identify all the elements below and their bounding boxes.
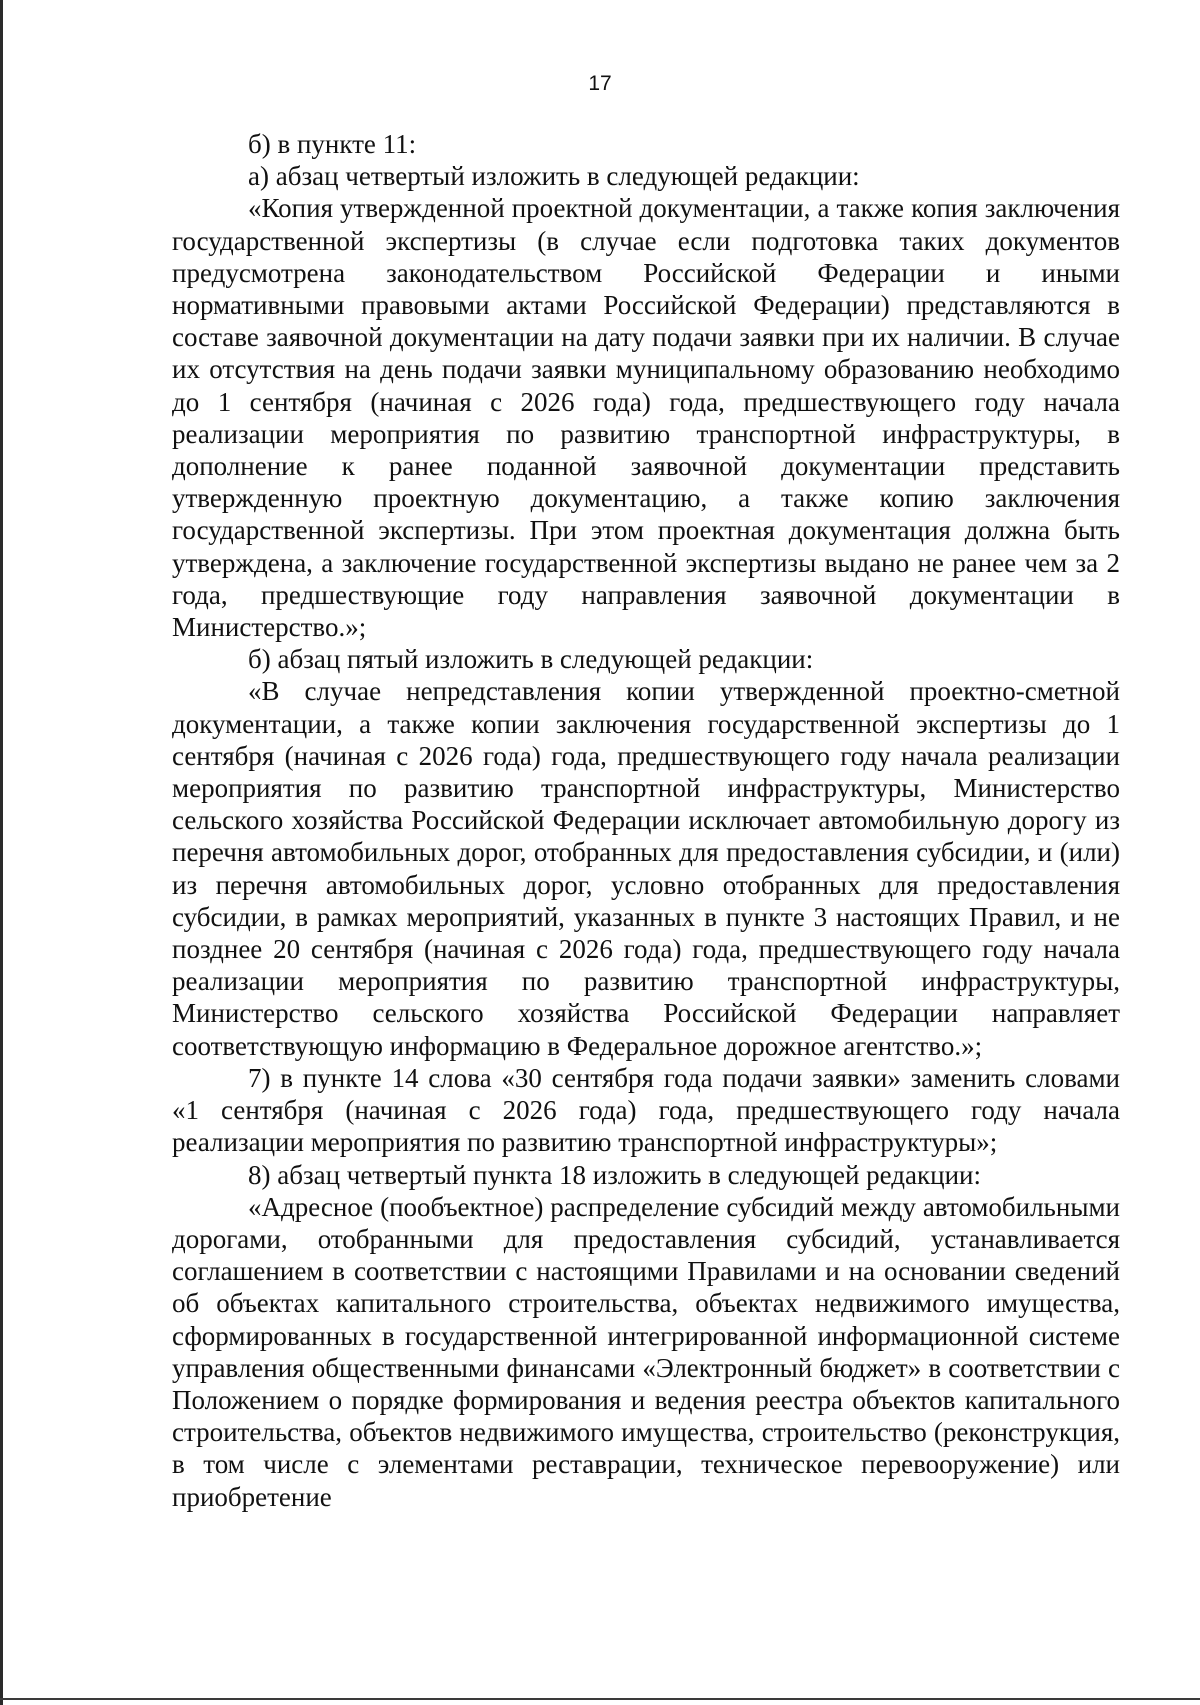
scan-edge-left <box>0 0 3 1705</box>
document-body <box>172 128 1120 1513</box>
paragraph-quote-address-distribution: «Адресное (пообъектное) распределение субсидий между автомобильными дорогами, отобранными для предоставления субсидий, устанавливается соглашением в соответствии с настоящими Правилами и на основании сведений об объектах капитального строительства, объектах недвижимого имущества, сформированных в государственной интегрированной информационной системе управления общественными финансами «Электронный бюджет» в соответствии с Положением о порядке формирования и ведения реестра объектов капитального строительства, объектов недвижимого имущества, строительство (реконструкция, в том числе с элементами реставрации, техническое перевооружение) или приобретение <box>172 1191 1120 1512</box>
paragraph-item-7-point-14: 7) в пункте 14 слова «30 сентября года подачи заявки» заменить словами «1 сентября (начиная с 2026 года) года, предшествующего году начала реализации мероприятия по развитию транспортной инфраструктуры»; <box>172 1062 1120 1158</box>
scan-edge-bottom <box>0 1698 1200 1700</box>
paragraph-item-8-point-18: 8) абзац четвертый пункта 18 изложить в следующей редакции: <box>248 1159 981 1190</box>
paragraph-quote-project-documentation: «Копия утвержденной проектной документации, а также копия заключения государственной экспертизы (в случае если подготовка таких документов предусмотрена законодательством Российской Федерации и иными нормативными правовыми актами Российской Федерации) представляются в составе заявочной документации на дату подачи заявки при их наличии. В случае их отсутствия на день подачи заявки муниципальному образованию необходимо до 1 сентября (начиная с 2026 года) года, предшествующего году начала реализации мероприятия по развитию транспортной инфраструктуры, в дополнение к ранее поданной заявочной документации представить утвержденную проектную документацию, а также копию заключения государственной экспертизы. При этом проектная документация должна быть утверждена, а заключение государственной экспертизы выдано не ранее чем за 2 года, предшествующие году направления заявочной документации в Министерство.»; <box>172 193 1120 643</box>
paragraph-subitem-b-point-11: б) в пункте 11: <box>248 129 417 159</box>
paragraph-subitem-b-abzac-5: б) абзац пятый изложить в следующей редакции: <box>248 644 814 675</box>
page-number: 17 <box>588 72 612 95</box>
paragraph-subitem-a-abzac-4: а) абзац четвертый изложить в следующей редакции: <box>248 161 860 192</box>
paragraph-quote-non-submission: «В случае непредставления копии утвержденной проектно-сметной документации, а также копии заключения государственной экспертизы до 1 сентября (начиная с 2026 года) года, предшествующего году начала реализации мероприятия по развитию транспортной инфраструктуры, Министерство сельского хозяйства Российской Федерации исключает автомобильную дорогу из перечня автомобильных дорог, отобранных для предоставления субсидии, и (или) из перечня автомобильных дорог, условно отобранных для предоставления субсидии, в рамках мероприятий, указанных в пункте 3 настоящих Правил, и не позднее 20 сентября (начиная с 2026 года) года, предшествующего году начала реализации мероприятия по развитию транспортной инфраструктуры, Министерство сельского хозяйства Российской Федерации направляет соответствующую информацию в Федеральное дорожное агентство.»; <box>172 676 1120 1061</box>
